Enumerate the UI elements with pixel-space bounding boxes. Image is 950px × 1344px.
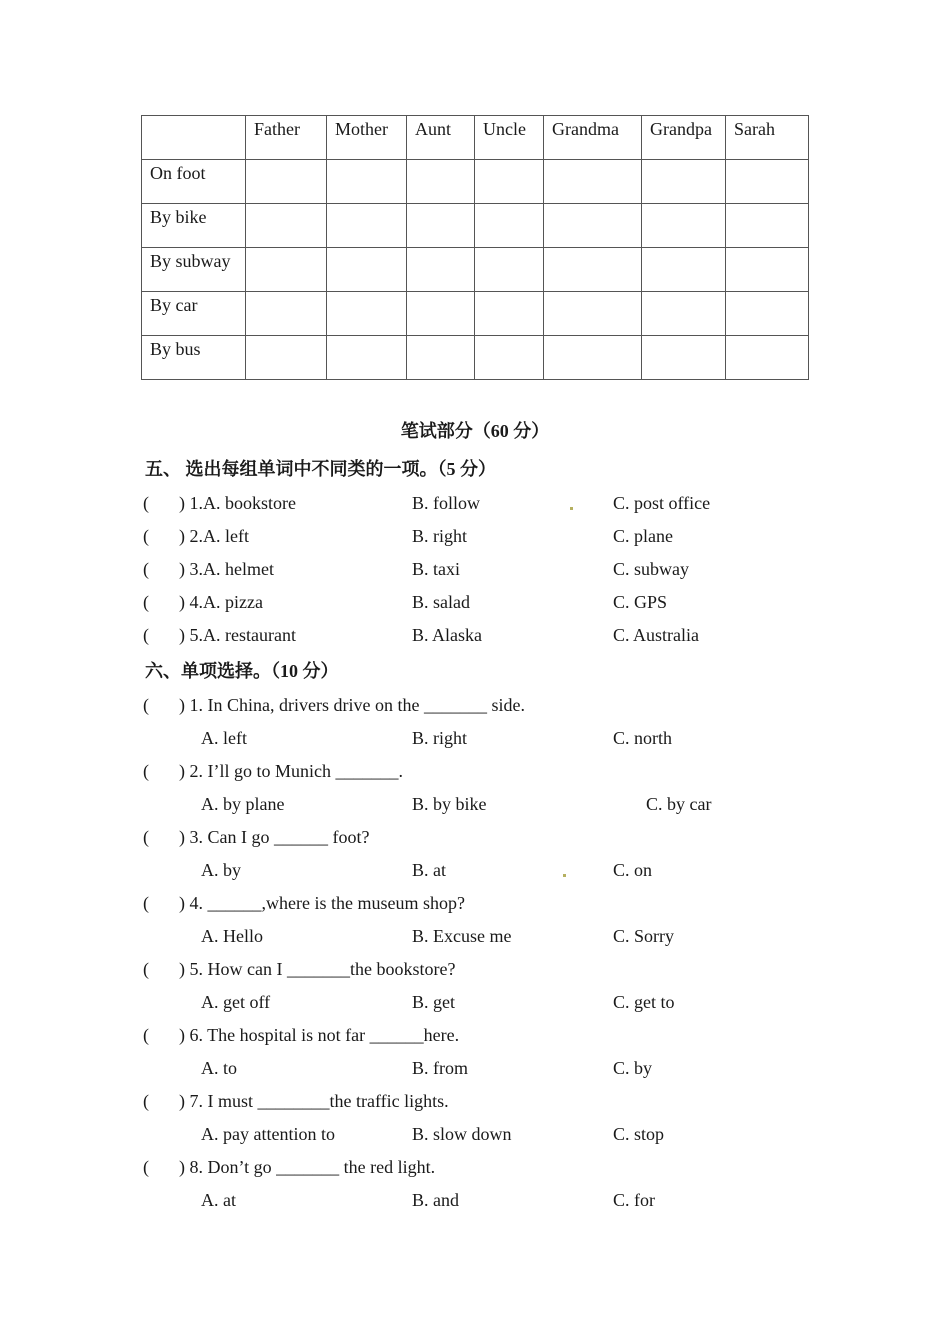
option-a: A. Hello <box>201 926 263 946</box>
answer-cell[interactable] <box>642 248 726 292</box>
transport-table <box>141 115 809 380</box>
option-b: B. from <box>412 1058 468 1078</box>
option-a: A. by <box>201 860 241 880</box>
option-c: C. post office <box>613 493 711 513</box>
option-c: C. by car <box>646 794 712 814</box>
option-b: B. Alaska <box>412 625 482 645</box>
question-stem: ) 4. ______,where is the museum shop? <box>179 893 465 913</box>
option-b: B. taxi <box>412 559 460 579</box>
answer-paren[interactable]: ( <box>143 592 149 612</box>
answer-paren[interactable]: ( <box>143 827 149 847</box>
answer-cell[interactable] <box>475 248 544 292</box>
table-row <box>142 248 809 292</box>
answer-cell[interactable] <box>327 248 407 292</box>
row-label: By car <box>142 292 246 336</box>
option-c: C. Sorry <box>613 926 675 946</box>
option-c: C. GPS <box>613 592 668 612</box>
answer-cell[interactable] <box>327 160 407 204</box>
option-b: B. Excuse me <box>412 926 512 946</box>
answer-cell[interactable] <box>327 204 407 248</box>
option-b: B. get <box>412 992 455 1012</box>
answer-paren[interactable]: ( <box>143 1025 149 1045</box>
option-c: C. on <box>613 860 653 880</box>
answer-cell[interactable] <box>327 292 407 336</box>
option-b: B. right <box>412 526 468 546</box>
question-stem: ) 6. The hospital is not far ______here. <box>179 1025 460 1045</box>
option-c: C. get to <box>613 992 675 1012</box>
answer-cell[interactable] <box>544 336 642 380</box>
row-label: By bike <box>142 204 246 248</box>
option-c: C. subway <box>613 559 689 579</box>
answer-cell[interactable] <box>407 204 475 248</box>
table-row <box>142 204 809 248</box>
answer-cell[interactable] <box>327 336 407 380</box>
answer-cell[interactable] <box>475 204 544 248</box>
scan-dot <box>570 507 573 510</box>
answer-cell[interactable] <box>544 160 642 204</box>
option-b: B. right <box>412 728 468 748</box>
answer-cell[interactable] <box>642 160 726 204</box>
section-5-heading: 五、 选出每组单词中不同类的一项。（5 分） <box>145 459 496 479</box>
answer-cell[interactable] <box>246 292 327 336</box>
table-row <box>142 292 809 336</box>
answer-cell[interactable] <box>642 204 726 248</box>
row-label: By subway <box>142 248 246 292</box>
answer-cell[interactable] <box>407 248 475 292</box>
option-b: B. by bike <box>412 794 487 814</box>
table-header-cell <box>142 116 246 160</box>
option-b: B. follow <box>412 493 481 513</box>
scan-dot <box>563 874 566 877</box>
answer-paren[interactable]: ( <box>143 761 149 781</box>
answer-cell[interactable] <box>246 248 327 292</box>
answer-paren[interactable]: ( <box>143 1157 149 1177</box>
question-stem: ) 3.A. helmet <box>179 559 274 579</box>
answer-cell[interactable] <box>726 248 809 292</box>
option-a: A. left <box>201 728 247 748</box>
option-a: A. pay attention to <box>201 1124 335 1144</box>
option-c: C. for <box>613 1190 655 1210</box>
answer-cell[interactable] <box>407 336 475 380</box>
table-header-cell: Mother <box>327 116 407 160</box>
question-stem: ) 7. I must ________the traffic lights. <box>179 1091 449 1111</box>
answer-cell[interactable] <box>246 160 327 204</box>
answer-cell[interactable] <box>726 204 809 248</box>
answer-paren[interactable]: ( <box>143 493 149 513</box>
option-c: C. plane <box>613 526 673 546</box>
answer-cell[interactable] <box>246 204 327 248</box>
row-label: On foot <box>142 160 246 204</box>
question-stem: ) 4.A. pizza <box>179 592 263 612</box>
option-c: C. Australia <box>613 625 699 645</box>
answer-cell[interactable] <box>726 336 809 380</box>
written-part-title: 笔试部分（60 分） <box>400 421 550 441</box>
question-stem: ) 5. How can I _______the bookstore? <box>179 959 456 979</box>
answer-cell[interactable] <box>475 292 544 336</box>
answer-cell[interactable] <box>544 248 642 292</box>
section-6-heading: 六、单项选择。（10 分） <box>145 661 339 681</box>
answer-paren[interactable]: ( <box>143 526 149 546</box>
table-header-cell: Sarah <box>726 116 809 160</box>
option-a: A. at <box>201 1190 236 1210</box>
answer-cell[interactable] <box>544 292 642 336</box>
option-c: C. north <box>613 728 673 748</box>
table-header-cell: Father <box>246 116 327 160</box>
answer-cell[interactable] <box>726 292 809 336</box>
option-b: B. and <box>412 1190 459 1210</box>
answer-cell[interactable] <box>642 336 726 380</box>
table-header-cell: Aunt <box>407 116 475 160</box>
answer-paren[interactable]: ( <box>143 559 149 579</box>
answer-cell[interactable] <box>726 160 809 204</box>
answer-paren[interactable]: ( <box>143 959 149 979</box>
row-label: By bus <box>142 336 246 380</box>
option-b: B. at <box>412 860 446 880</box>
question-stem: ) 8. Don’t go _______ the red light. <box>179 1157 436 1177</box>
question-stem: ) 2.A. left <box>179 526 249 546</box>
answer-cell[interactable] <box>642 292 726 336</box>
answer-cell[interactable] <box>544 204 642 248</box>
table-header-cell: Grandma <box>544 116 642 160</box>
table-row <box>142 336 809 380</box>
answer-paren[interactable]: ( <box>143 893 149 913</box>
answer-cell[interactable] <box>407 292 475 336</box>
answer-cell[interactable] <box>246 336 327 380</box>
answer-paren[interactable]: ( <box>143 695 149 715</box>
answer-cell[interactable] <box>475 160 544 204</box>
option-b: B. salad <box>412 592 470 612</box>
option-a: A. by plane <box>201 794 285 814</box>
option-c: C. by <box>613 1058 653 1078</box>
option-a: A. to <box>201 1058 237 1078</box>
option-c: C. stop <box>613 1124 665 1144</box>
option-a: A. get off <box>201 992 271 1012</box>
table-header-cell: Grandpa <box>642 116 726 160</box>
table-header-cell: Uncle <box>475 116 544 160</box>
option-b: B. slow down <box>412 1124 512 1144</box>
question-stem: ) 1.A. bookstore <box>179 493 296 513</box>
answer-paren[interactable]: ( <box>143 625 149 645</box>
answer-cell[interactable] <box>475 336 544 380</box>
question-stem: ) 1. In China, drivers drive on the _______ side. <box>179 695 525 715</box>
question-stem: ) 5.A. restaurant <box>179 625 296 645</box>
question-stem: ) 2. I’ll go to Munich _______. <box>179 761 403 781</box>
table-header-row <box>142 116 809 160</box>
answer-paren[interactable]: ( <box>143 1091 149 1111</box>
question-stem: ) 3. Can I go ______ foot? <box>179 827 370 847</box>
table-row <box>142 160 809 204</box>
answer-cell[interactable] <box>407 160 475 204</box>
